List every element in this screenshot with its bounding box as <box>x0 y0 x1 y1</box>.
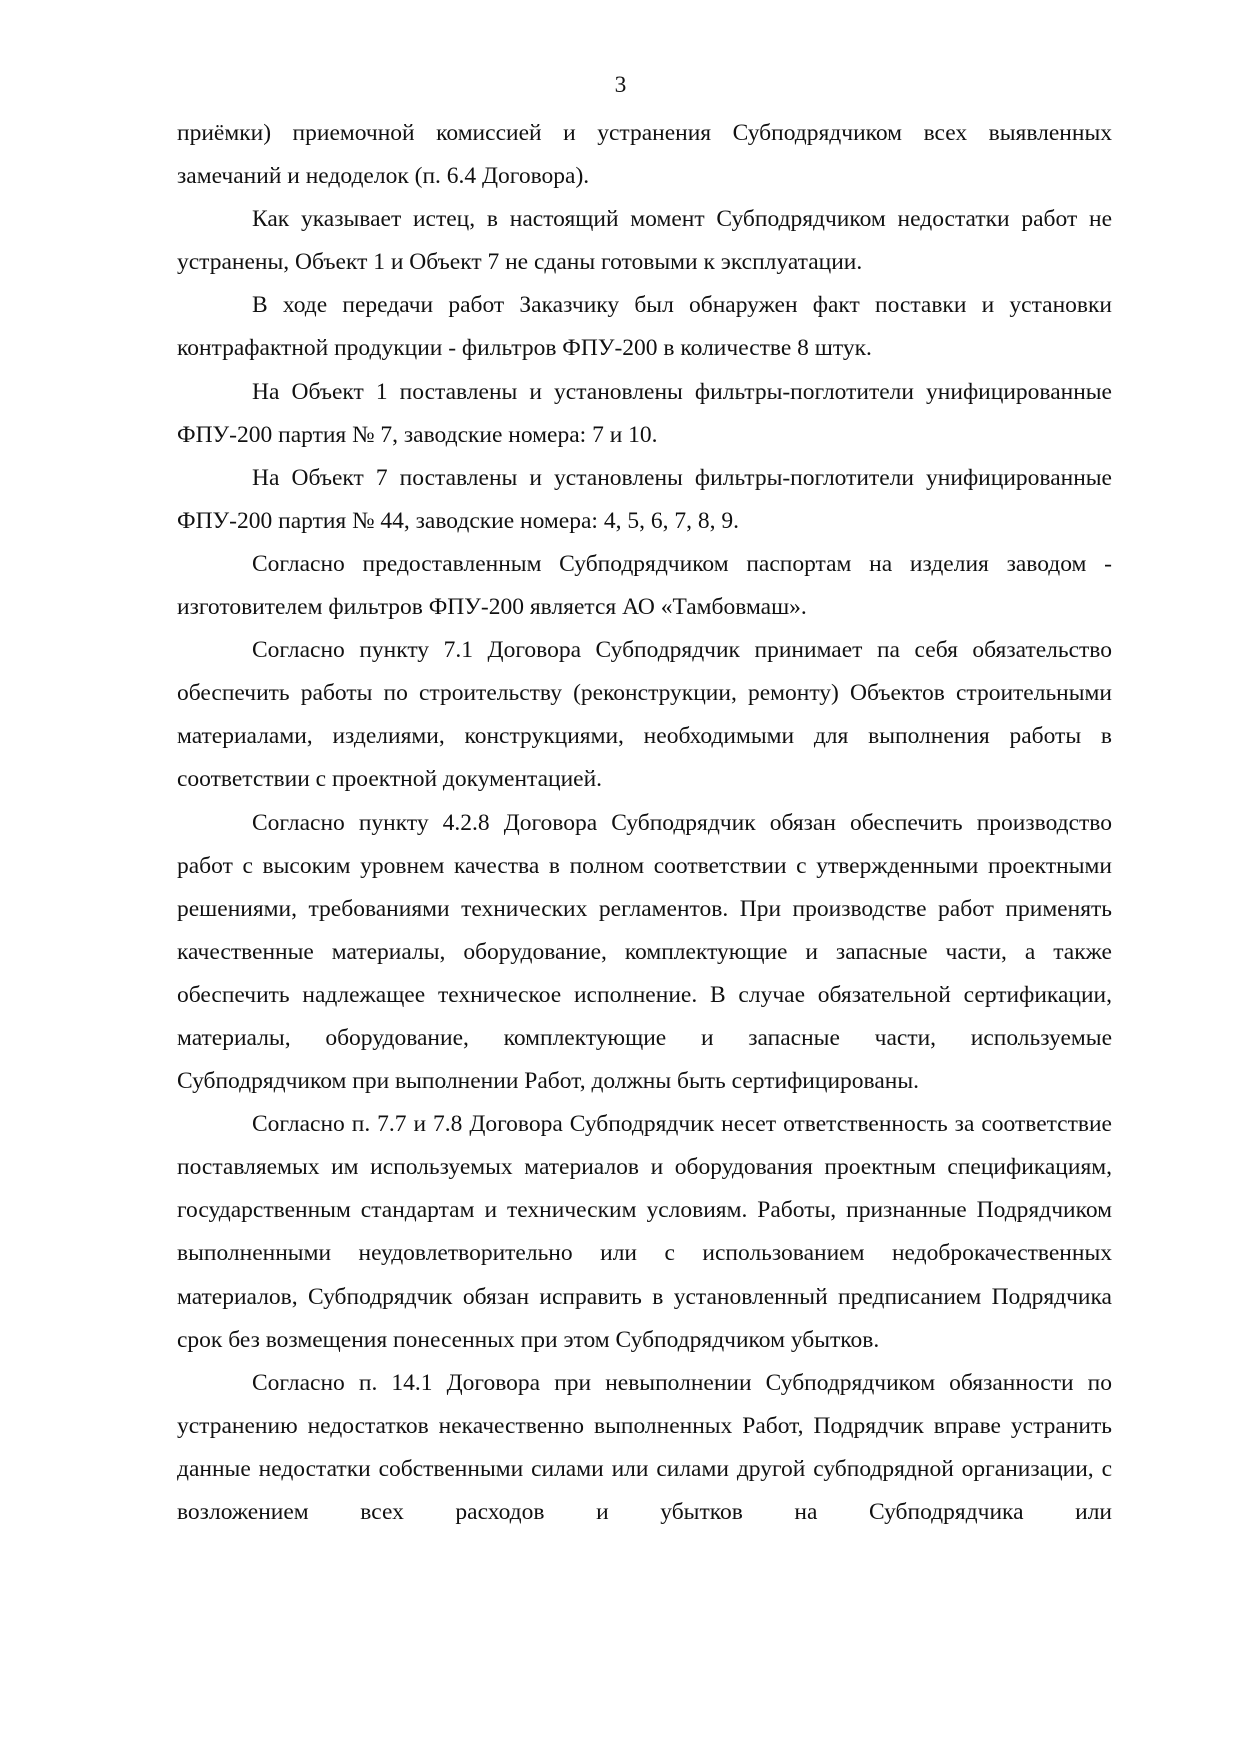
paragraph-clause-4-2-8: Согласно пункту 4.2.8 Договора Субподрядчик обязан обеспечить производство работ с высоким уровнем качества в полном соответствии с утвержденными проектными решениями, требованиями технических регламентов. При производстве работ применять качественные материалы, оборудование, комплектующие и запасные части, а также обеспечить надлежащее техническое исполнение. В случае обязательной сертификации, материалы, оборудование, комплектующие и запасные части, используемые Субподрядчиком при выполнении Работ, должны быть сертифицированы. <box>177 809 1112 1095</box>
paragraph-clause-14-1: Согласно п. 14.1 Договора при невыполнении Субподрядчиком обязанности по устранению недостатков некачественно выполненных Работ, Подрядчик вправе устранить данные недостатки собственными силами или силами другой субподрядной организации, с возложением всех расходов и убытков на Субподрядчика или <box>177 1369 1112 1525</box>
paragraph-defects-not-fixed: Как указывает истец, в настоящий момент Субподрядчиком недостатки работ не устранены, Объект 1 и Объект 7 не сданы готовыми к эксплуатации. <box>177 206 1112 276</box>
paragraph-clause-7-7-7-8: Согласно п. 7.7 и 7.8 Договора Субподрядчик несет ответственность за соответствие поставляемых им используемых материалов и оборудования проектным спецификациям, государственным стандартам и техническим условиям. Работы, признанные Подрядчиком выполненными неудовлетворительно или с использованием недоброкачественных материалов, Субподрядчик обязан исправить в установленный предписанием Подрядчика срок без возмещения понесенных при этом Субподрядчиком убытков. <box>177 1111 1112 1353</box>
paragraph-counterfeit-found: В ходе передачи работ Заказчику был обнаружен факт поставки и установки контрафактной продукции - фильтров ФПУ-200 в количестве 8 штук. <box>177 292 1112 362</box>
document-body <box>177 112 1112 1534</box>
paragraph-object-1-filters: На Объект 1 поставлены и установлены фильтры-поглотители унифицированные ФПУ-200 партия № 7, заводские номера: 7 и 10. <box>177 378 1112 448</box>
paragraph-continuation: приёмки) приемочной комиссией и устранения Субподрядчиком всех выявленных замечаний и недоделок (п. 6.4 Договора). <box>177 120 1112 190</box>
paragraph-manufacturer: Согласно предоставленным Субподрядчиком паспортам на изделия заводом - изготовителем фильтров ФПУ-200 является АО «Тамбовмаш». <box>177 550 1112 621</box>
paragraph-object-7-filters: На Объект 7 поставлены и установлены фильтры-поглотители унифицированные ФПУ-200 партия № 44, заводские номера: 4, 5, 6, 7, 8, 9. <box>177 464 1112 534</box>
page-number: 3 <box>614 72 627 98</box>
paragraph-clause-7-1: Согласно пункту 7.1 Договора Субподрядчик принимает па себя обязательство обеспечить работы по строительству (реконструкции, ремонту) Объектов строительными материалами, изделиями, конструкциями, необходимыми для выполнения работы в соответствии с проектной документацией. <box>177 637 1112 793</box>
